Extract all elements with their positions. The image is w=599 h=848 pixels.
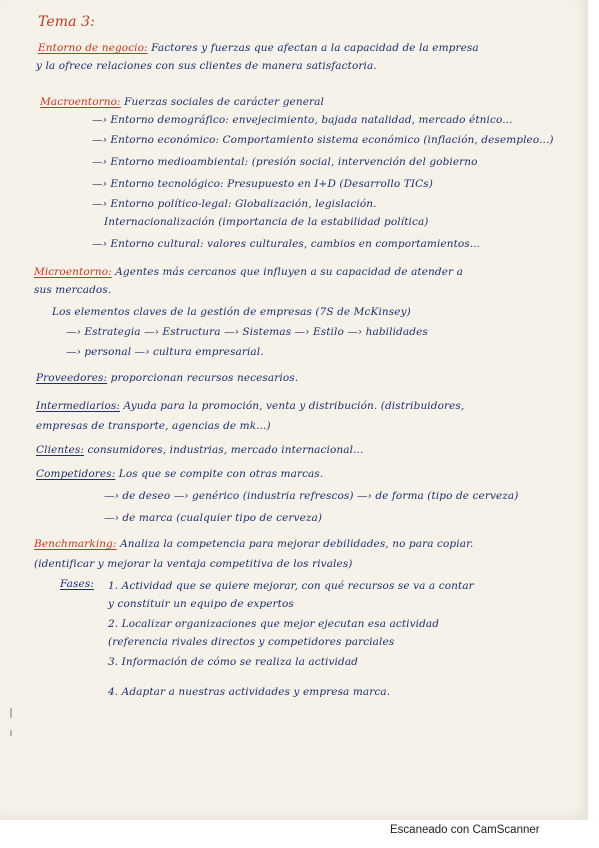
fase-item: (referencia rivales directos y competidores parciales <box>108 636 395 648</box>
entorno-term: Entorno de negocio: <box>38 42 148 54</box>
micro-term: Microentorno: <box>34 266 112 278</box>
macro-term: Macroentorno: <box>40 96 121 108</box>
fases-label: Fases: <box>60 578 94 590</box>
competidores-term: Competidores: <box>36 468 116 480</box>
page-title: Tema 3: <box>38 14 95 30</box>
ink-mark <box>10 708 12 718</box>
macro-item: —› Entorno económico: Comportamiento sistema económico (inflación, desempleo...) <box>92 134 554 146</box>
proveedores-def: proporcionan recursos necesarios. <box>110 372 299 384</box>
benchmarking-term: Benchmarking: <box>34 538 117 550</box>
fase-item: 1. Actividad que se quiere mejorar, con qué recursos se va a contar <box>108 580 474 592</box>
entorno-line-1 <box>38 42 479 54</box>
fase-item: y constituir un equipo de expertos <box>108 598 294 610</box>
benchmarking-def-1: Analiza la competencia para mejorar debilidades, no para copiar. <box>120 538 474 550</box>
clientes-term: Clientes: <box>36 444 84 456</box>
benchmarking-def-2: (identificar y mejorar la ventaja competitiva de los rivales) <box>34 558 353 570</box>
proveedores-line <box>36 372 298 384</box>
competidores-row-1: —› de deseo —› genérico (industria refrescos) —› de forma (tipo de cerveza) <box>104 490 519 502</box>
intermediarios-def-2: empresas de transporte, agencias de mk...) <box>36 420 271 432</box>
proveedores-term: Proveedores: <box>36 372 108 384</box>
micro-heading <box>34 266 463 278</box>
clientes-def: consumidores, industrias, mercado internacional... <box>87 444 364 456</box>
benchmarking-line-1 <box>34 538 473 550</box>
entorno-def-2: y la ofrece relaciones con sus clientes de manera satisfactoria. <box>36 60 377 72</box>
macro-item: —› Entorno demográfico: envejecimiento, bajada natalidad, mercado étnico... <box>92 114 513 126</box>
scanner-watermark: Escaneado con CamScanner <box>390 824 540 836</box>
macro-item: —› Entorno medioambiental: (presión social, intervención del gobierno <box>92 156 478 168</box>
clientes-line <box>36 444 363 456</box>
competidores-line <box>36 468 323 480</box>
entorno-def-1: Factores y fuerzas que afectan a la capacidad de la empresa <box>151 42 479 54</box>
fase-item: 4. Adaptar a nuestras actividades y empresa marca. <box>108 686 391 698</box>
micro-def-1: Agentes más cercanos que influyen a su capacidad de atender a <box>115 266 463 278</box>
competidores-row-2: —› de marca (cualquier tipo de cerveza) <box>104 512 323 524</box>
ink-mark <box>10 730 12 736</box>
macro-def: Fuerzas sociales de carácter general <box>124 96 324 108</box>
fase-item: 3. Información de cómo se realiza la actividad <box>108 656 359 668</box>
mckinsey-row-2: —› personal —› cultura empresarial. <box>66 346 264 358</box>
fase-item: 2. Localizar organizaciones que mejor ejecutan esa actividad <box>108 618 440 630</box>
macro-item: —› Entorno cultural: valores culturales, cambios en comportamientos... <box>92 238 481 250</box>
macro-item: —› Entorno político-legal: Globalización, legislación. <box>92 198 377 210</box>
mckinsey-row-1: —› Estrategia —› Estructura —› Sistemas —› Estilo —› habilidades <box>66 326 428 338</box>
macro-heading <box>40 96 324 108</box>
micro-def-2: sus mercados. <box>34 284 112 296</box>
mckinsey-line: Los elementos claves de la gestión de empresas (7S de McKinsey) <box>52 306 411 318</box>
intermediarios-term: Intermediarios: <box>36 400 120 412</box>
intermediarios-line-1 <box>36 400 464 412</box>
intermediarios-def-1: Ayuda para la promoción, venta y distribución. (distribuidores, <box>123 400 465 412</box>
macro-item: —› Entorno tecnológico: Presupuesto en I+D (Desarrollo TICs) <box>92 178 433 190</box>
macro-item: Internacionalización (importancia de la estabilidad política) <box>104 216 429 228</box>
competidores-def: Los que se compite con otras marcas. <box>118 468 324 480</box>
